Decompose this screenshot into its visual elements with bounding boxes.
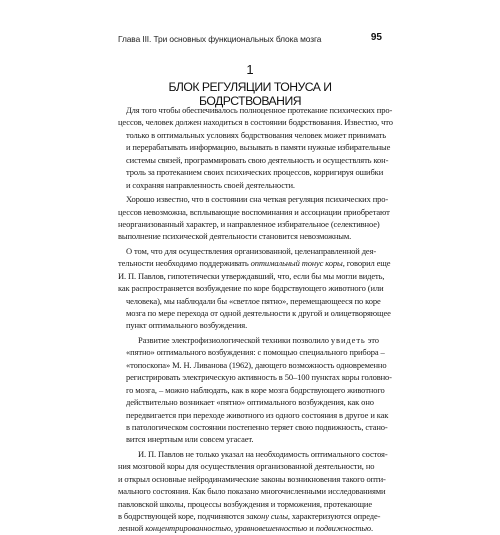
body-text	[118, 104, 393, 535]
text-run: , говорил еще	[342, 258, 391, 269]
italic-term: концентрированностью, уравновешенностью	[145, 523, 308, 534]
paragraph-4	[118, 334, 392, 446]
text-run: , характеризуются опреде-	[287, 511, 381, 521]
text-line: Для того чтобы обеспечивалось полноценное протекание психических про-	[126, 105, 393, 115]
text-line: «топоскопа» М. Н. Ливанова (1962), дающего возможность одновременно	[126, 359, 387, 370]
text-line: И. П. Павлов не только указал на необходимость оптимального состоя-	[138, 448, 388, 459]
text-line: передвигается при переходе животного из одного состояния в другое и как	[126, 409, 389, 420]
text-line: И. П. Павлов, гипотетически утверждавший, что, если бы мы могли видеть,	[118, 270, 385, 281]
text-line: вится инертным или совсем угасает.	[126, 434, 254, 445]
text-line	[118, 334, 382, 346]
text-line	[118, 510, 382, 522]
paragraph-5	[118, 448, 388, 535]
page-number: 95	[370, 32, 382, 43]
text-line: Хорошо известно, что в состоянии сна четкая регуляция психических про-	[126, 194, 389, 205]
text-line: мального состояния. Как было показано многочисленными исследованиями	[118, 486, 386, 497]
text-line: действительно возникает «пятно» оптимального возбуждения, как оно	[126, 397, 374, 408]
italic-term: закону силы	[246, 511, 288, 521]
paragraph-1	[118, 104, 393, 191]
text-run: ленной	[118, 523, 146, 534]
text-line: и открыл основные нейродинамические законы возникновения такого опти-	[118, 473, 386, 484]
text-line: «пятно» оптимального возбуждения: с помощью специального прибора –	[126, 347, 385, 358]
italic-term: оптимальный тонус коры	[250, 258, 343, 269]
text-line: только в оптимальных условиях бодрствования человек может принимать	[126, 129, 387, 140]
text-line: О том, что для осуществления организованной, целенаправленной дея-	[126, 245, 377, 256]
text-run: Развитие электрофизиологической техники позволило	[138, 334, 331, 345]
section-number: 1	[246, 62, 254, 77]
text-run: и	[307, 523, 316, 534]
text-line: как распространяется возбуждение по коре бодрствующего животного (или	[118, 283, 384, 294]
text-run: тельности необходимо поддерживать	[118, 258, 251, 269]
text-line	[118, 257, 391, 269]
text-line: пункт оптимального возбуждения.	[126, 320, 248, 331]
spaced-term: увидеть	[330, 334, 366, 345]
paragraph-3	[118, 245, 391, 332]
text-line: неорганизованный характер, и направленное избирательное (селективное)	[118, 218, 380, 229]
text-line: цессов невозможна, всплывающие воспоминания и ассоциации приобретают	[118, 206, 390, 217]
paragraph-2	[118, 193, 390, 243]
text-line: павловской школы, процессы возбуждения и торможения, протекающие	[118, 498, 373, 509]
running-header: Глава III. Три основных функциональных блока мозга	[118, 34, 322, 44]
text-line: го мозга, – можно наблюдать, как в коре мозга бодрствующего животного	[126, 384, 385, 395]
text-line	[118, 522, 382, 534]
text-line: ния мозговой коры для осуществления организованной деятельности, но	[118, 461, 375, 472]
text-line: в патологическом состоянии постепенно теряет свою подвижность, стано-	[126, 421, 388, 432]
text-line: и сохраняя направленность своей деятельности.	[126, 179, 295, 190]
text-line: регистрировать электрическую активность в 50–100 пунктах коры головно-	[126, 372, 392, 383]
text-run: это	[365, 334, 379, 345]
text-line: троль за протеканием своих психических процессов, корригируя ошибки	[126, 167, 384, 178]
text-line: человека), мы наблюдали бы «светлое пятно», перемещающееся по коре	[126, 295, 381, 306]
text-line: системы связей, программировать свою деятельность и осуществлять кон-	[126, 154, 389, 165]
section-title: БЛОК РЕГУЛЯЦИИ ТОНУСА И БОДРСТВОВАНИЯ	[168, 80, 332, 108]
text-run: в бодрствующей коре, подчиняются	[118, 511, 247, 521]
italic-term: подвижностью	[315, 523, 372, 534]
text-line: цессов, человек должен находиться в состоянии бодрствования. Известно, что	[118, 117, 393, 128]
text-line: выполнение психической деятельности становится невозможным.	[118, 231, 352, 242]
text-line: и перерабатывать информацию, вызывать в памяти нужные избирательные	[126, 142, 391, 153]
text-line: мозга по мере перехода от одной деятельности к другой и олицетворяющее	[126, 308, 391, 318]
text-run: .	[371, 523, 374, 534]
